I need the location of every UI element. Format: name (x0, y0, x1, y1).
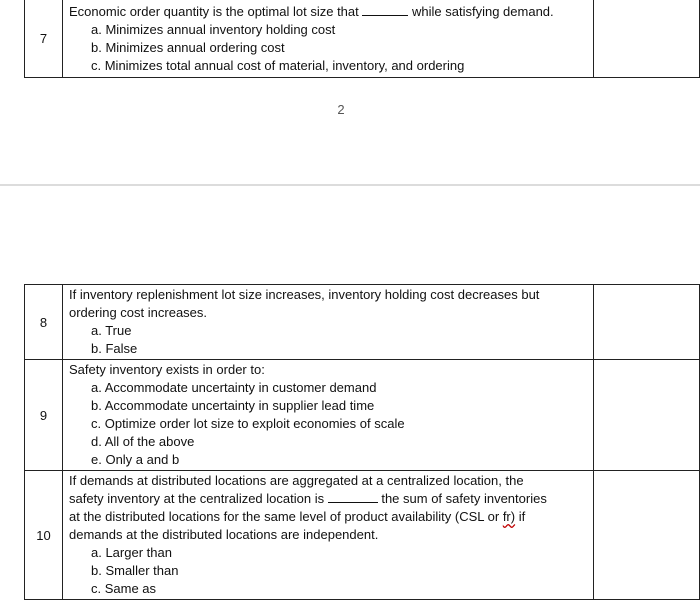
question-cell (63, 0, 594, 78)
stem-text: safety inventory at the centralized location is (69, 491, 325, 506)
question-stem: Safety inventory exists in order to: (69, 362, 265, 377)
answer-cell[interactable] (594, 471, 700, 600)
option: c. Optimize order lot size to exploit economies of scale (91, 416, 405, 431)
question-row (25, 471, 700, 600)
option: b. Accommodate uncertainty in supplier lead time (91, 398, 375, 413)
option: a. Larger than (91, 545, 172, 560)
question-stem: If demands at distributed locations are aggregated at a centralized location, the (69, 473, 524, 488)
question-row (25, 285, 700, 360)
question-cell (63, 360, 594, 471)
question-cell (63, 285, 594, 360)
option: d. All of the above (91, 434, 195, 449)
question-stem (69, 3, 589, 21)
question-table-bottom (24, 284, 700, 600)
option: a. Accommodate uncertainty in customer demand (91, 380, 377, 395)
stem-text: at the distributed locations for the same level of product availability (CSL or (69, 509, 500, 524)
question-row (25, 360, 700, 471)
stem-text: while satisfying demand. (412, 3, 554, 19)
page-divider (0, 184, 700, 186)
stem-text: Economic order quantity is the optimal lot size that (69, 3, 359, 19)
question-stem (69, 508, 589, 526)
stem-text: the sum of safety inventories (381, 491, 547, 506)
option: a. True (91, 323, 132, 338)
question-stem: If inventory replenishment lot size increases, inventory holding cost decreases but ordering cost increases. (69, 287, 540, 320)
answer-cell[interactable] (594, 360, 700, 471)
question-row (25, 0, 700, 78)
page-number: 2 (337, 102, 345, 117)
option: a. Minimizes annual inventory holding cost (91, 21, 336, 37)
question-stem (69, 490, 589, 508)
question-number: 8 (25, 285, 63, 360)
question-number: 10 (25, 471, 63, 600)
option: b. Minimizes annual ordering cost (91, 39, 285, 55)
question-stem: demands at the distributed locations are independent. (69, 527, 379, 542)
answer-blank (328, 492, 378, 503)
question-cell (63, 471, 594, 600)
option: b. False (91, 341, 138, 356)
option: c. Minimizes total annual cost of material, inventory, and ordering (91, 57, 465, 73)
question-number: 7 (25, 0, 63, 78)
option: c. Same as (91, 581, 157, 596)
stem-text: if (518, 509, 526, 524)
option: e. Only a and b (91, 452, 180, 467)
question-table-top (24, 0, 700, 78)
answer-cell[interactable] (594, 285, 700, 360)
option: b. Smaller than (91, 563, 179, 578)
answer-cell[interactable] (594, 0, 700, 78)
question-number: 9 (25, 360, 63, 471)
answer-blank (362, 5, 408, 16)
spellcheck-term: fr) (502, 509, 516, 524)
